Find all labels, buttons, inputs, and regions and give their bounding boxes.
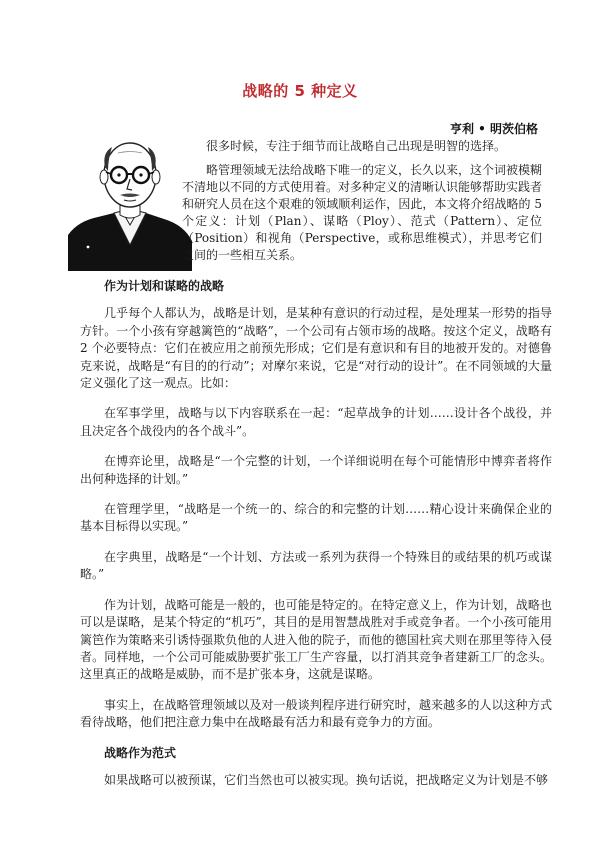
intro-paragraph-1: 很多时候，专注于细节而让战略自己出现是明智的选择。 <box>206 139 507 153</box>
article-body <box>80 278 552 802</box>
portrait-sketch-icon <box>68 137 192 271</box>
paragraph: 在博弈论里，战略是“一个完整的计划，一个详细说明在每个可能情形中博弈者将作出何种选择的计划。” <box>80 454 552 486</box>
intro-paragraph-2: 略管理领域无法给战略下唯一的定义，长久以来，这个词被模糊不清地以不同的方式使用着。对多种定义的清晰认识能够帮助实践者和研究人员在这个艰难的领域顺利运作，因此，本文将介绍战略的 5 个定义：计划（Plan）、谋略（Ploy）、范式（Pattern）、定位（Position）和视角（Perspective，或称思维模式），并思考它们之间的一些相互关系。 <box>182 163 543 262</box>
paragraph: 如果战略可以被预谋，它们当然也可以被实现。换句话说，把战略定义为计划是不够 <box>104 772 549 787</box>
page-title: 战略的 5 种定义 <box>242 82 358 100</box>
paragraph: 在管理学里，“战略是一个统一的、综合的和完整的计划……精心设计来确保企业的基本目标得以实现。” <box>80 502 552 534</box>
paragraph: 在军事学里，战略与以下内容联系在一起：“起草战争的计划……设计各个战役，并且决定各个战役内的各个战斗”。 <box>80 406 552 438</box>
section-heading-plan: 作为计划和谋略的战略 <box>104 279 225 293</box>
paragraph: 几乎每个人都认为，战略是计划，是某种有意识的行动过程，是处理某一形势的指导方针。一个小孩有穿越篱笆的“战略”，一个公司有占领市场的战略。按这个定义，战略有 2 个必要特点：它们在被应用之前预先形成；它们是有意识和有目的地被开发的。对德鲁克来说，战略是“有目的的行动”；对摩尔来说，它是“对行动的设计”。在不同领域的大量定义强化了这一观点。比如： <box>80 306 552 391</box>
author-name: 亨利 • 明茨伯格 <box>449 122 538 136</box>
section-heading-pattern: 战略作为范式 <box>104 745 177 760</box>
paragraph: 在字典里，战略是“一个计划、方法或一系列为获得一个特殊目的或结果的机巧或谋略。” <box>80 549 552 582</box>
author-portrait <box>68 137 192 271</box>
paragraph: 作为计划，战略可能是一般的，也可能是特定的。在特定意义上，作为计划，战略也可以是谋略，是某个特定的“机巧”，其目的是用智慧战胜对手或竞争者。一个小孩可能用篱笆作为策略来引诱恃强欺负他的人进入他的院子，而他的德国杜宾犬则在那里等待入侵者。同样地，一个公司可能威胁要扩张工厂生产容量，以打消其竞争者建新工厂的念头。这里真正的战略是威胁，而不是扩张本身，这就是谋略。 <box>80 597 552 682</box>
paragraph: 事实上，在战略管理领域以及对一般谈判程序进行研究时，越来越多的人以这种方式看待战略，他们把注意力集中在战略最有活力和最有竞争力的方面。 <box>80 697 552 730</box>
intro-text <box>182 138 542 271</box>
